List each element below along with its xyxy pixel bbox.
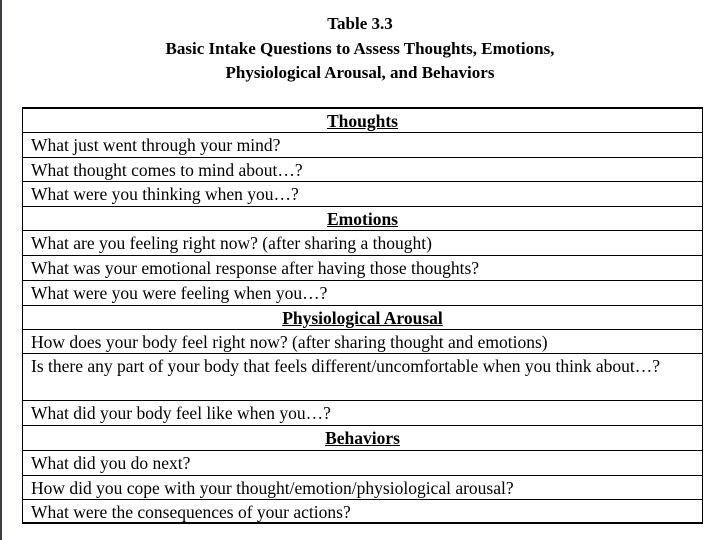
section-heading-behaviors: Behaviors [23,426,702,450]
table-row: What did your body feel like when you…? [23,401,702,426]
table-row: What thought comes to mind about…? [23,158,702,182]
table-row: What just went through your mind? [23,133,702,157]
section-heading-thoughts: Thoughts [23,109,702,133]
table-row: What were the consequences of your actions? [23,500,702,524]
table-row: What were you were feeling when you…? [23,281,702,306]
table-row: What are you feeling right now? (after sharing a thought) [23,231,702,256]
table-row: What did you do next? [23,451,702,476]
table-row: How did you cope with your thought/emotion/physiological arousal? [23,476,702,500]
table-number: Table 3.3 [327,14,393,33]
section-heading-physiological-arousal: Physiological Arousal [23,306,702,330]
table-row: What was your emotional response after having those thoughts? [23,256,702,281]
table-title-line-2: Physiological Arousal, and Behaviors [225,63,495,82]
table-row: How does your body feel right now? (after sharing thought and emotions) [23,330,702,354]
table-row: Is there any part of your body that feels different/uncomfortable when you think about…? [23,354,702,401]
table-row: What were you thinking when you…? [23,182,702,206]
section-heading-emotions: Emotions [23,207,702,231]
intake-questions-table [22,107,703,524]
table-caption [0,12,720,86]
table-title-line-1: Basic Intake Questions to Assess Thoughts, Emotions, [165,38,555,58]
